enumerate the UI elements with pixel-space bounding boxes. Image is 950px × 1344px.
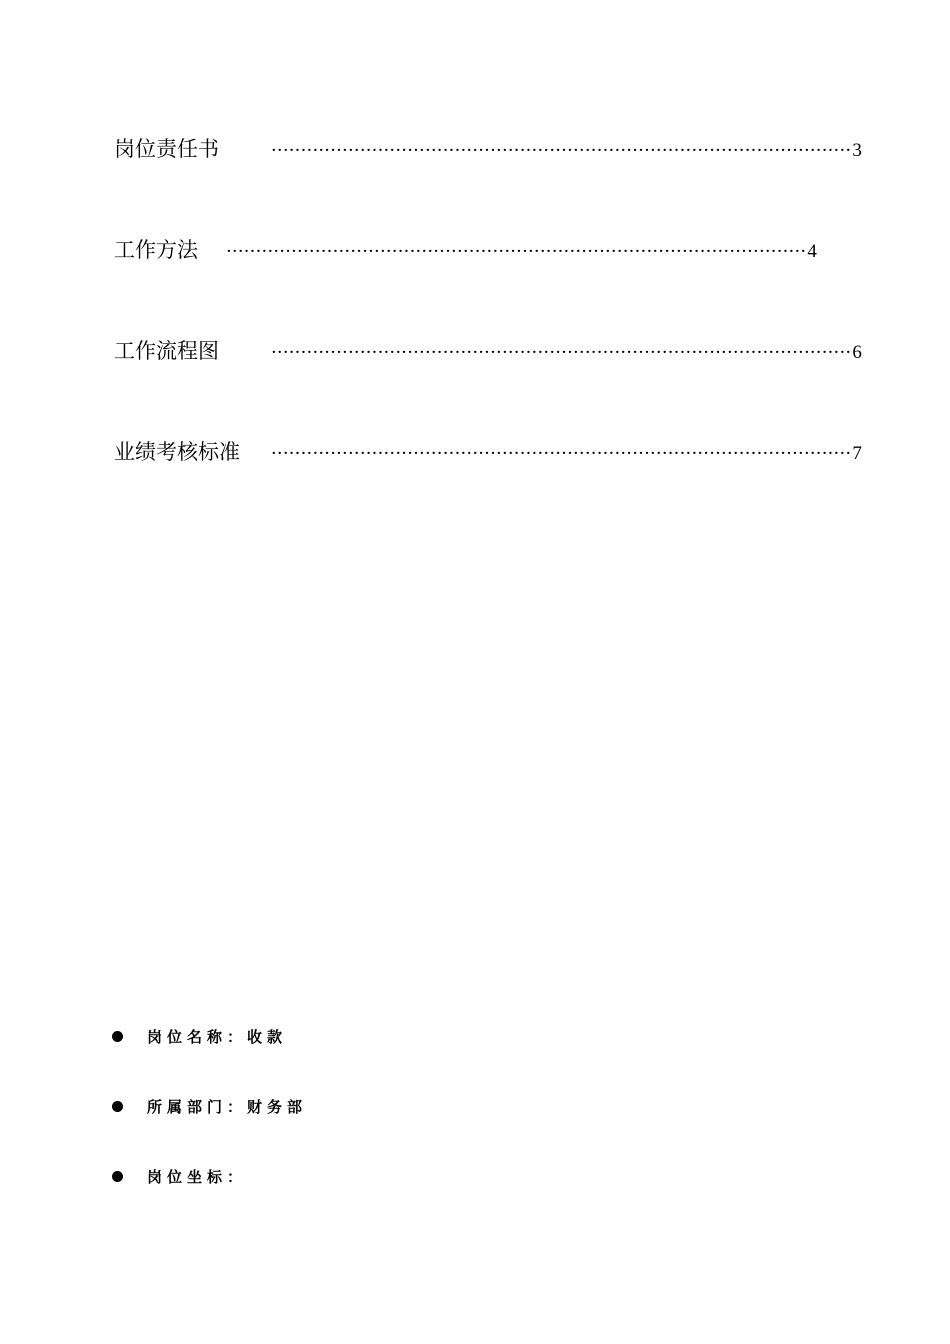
list-item: [112, 1162, 612, 1190]
list-item: [112, 1092, 612, 1120]
toc-dot-leader: ··································································································: [226, 241, 807, 262]
department-text: 所属部门：财务部: [147, 1097, 308, 1116]
toc-entry[interactable]: [114, 435, 862, 469]
position-name-text: 岗位名称：收款: [147, 1027, 288, 1046]
toc-entry-title: 业绩考核标准: [114, 440, 240, 464]
toc-page-number: 6: [852, 342, 862, 363]
toc-page-number: 4: [807, 241, 817, 262]
position-coordinate-text: 岗位坐标：: [147, 1167, 248, 1186]
toc-dot-leader: ··································································································: [271, 140, 852, 161]
toc-page-number: 3: [852, 140, 862, 161]
bullet-icon: [112, 1171, 123, 1182]
toc-entry-title: 岗位责任书: [114, 137, 219, 161]
toc-entry[interactable]: [114, 132, 862, 166]
toc-entry-title: 工作流程图: [114, 339, 219, 363]
position-info-list: [112, 1022, 612, 1232]
toc-dot-leader: ··································································································: [271, 342, 852, 363]
toc-entry-title: 工作方法: [114, 238, 198, 262]
toc-entry[interactable]: [114, 233, 817, 267]
toc-entry[interactable]: [114, 334, 862, 368]
toc-page-number: 7: [852, 443, 862, 464]
bullet-icon: [112, 1031, 123, 1042]
list-item: [112, 1022, 612, 1050]
table-of-contents: [114, 132, 862, 536]
bullet-icon: [112, 1101, 123, 1112]
toc-dot-leader: ··································································································: [271, 443, 852, 464]
